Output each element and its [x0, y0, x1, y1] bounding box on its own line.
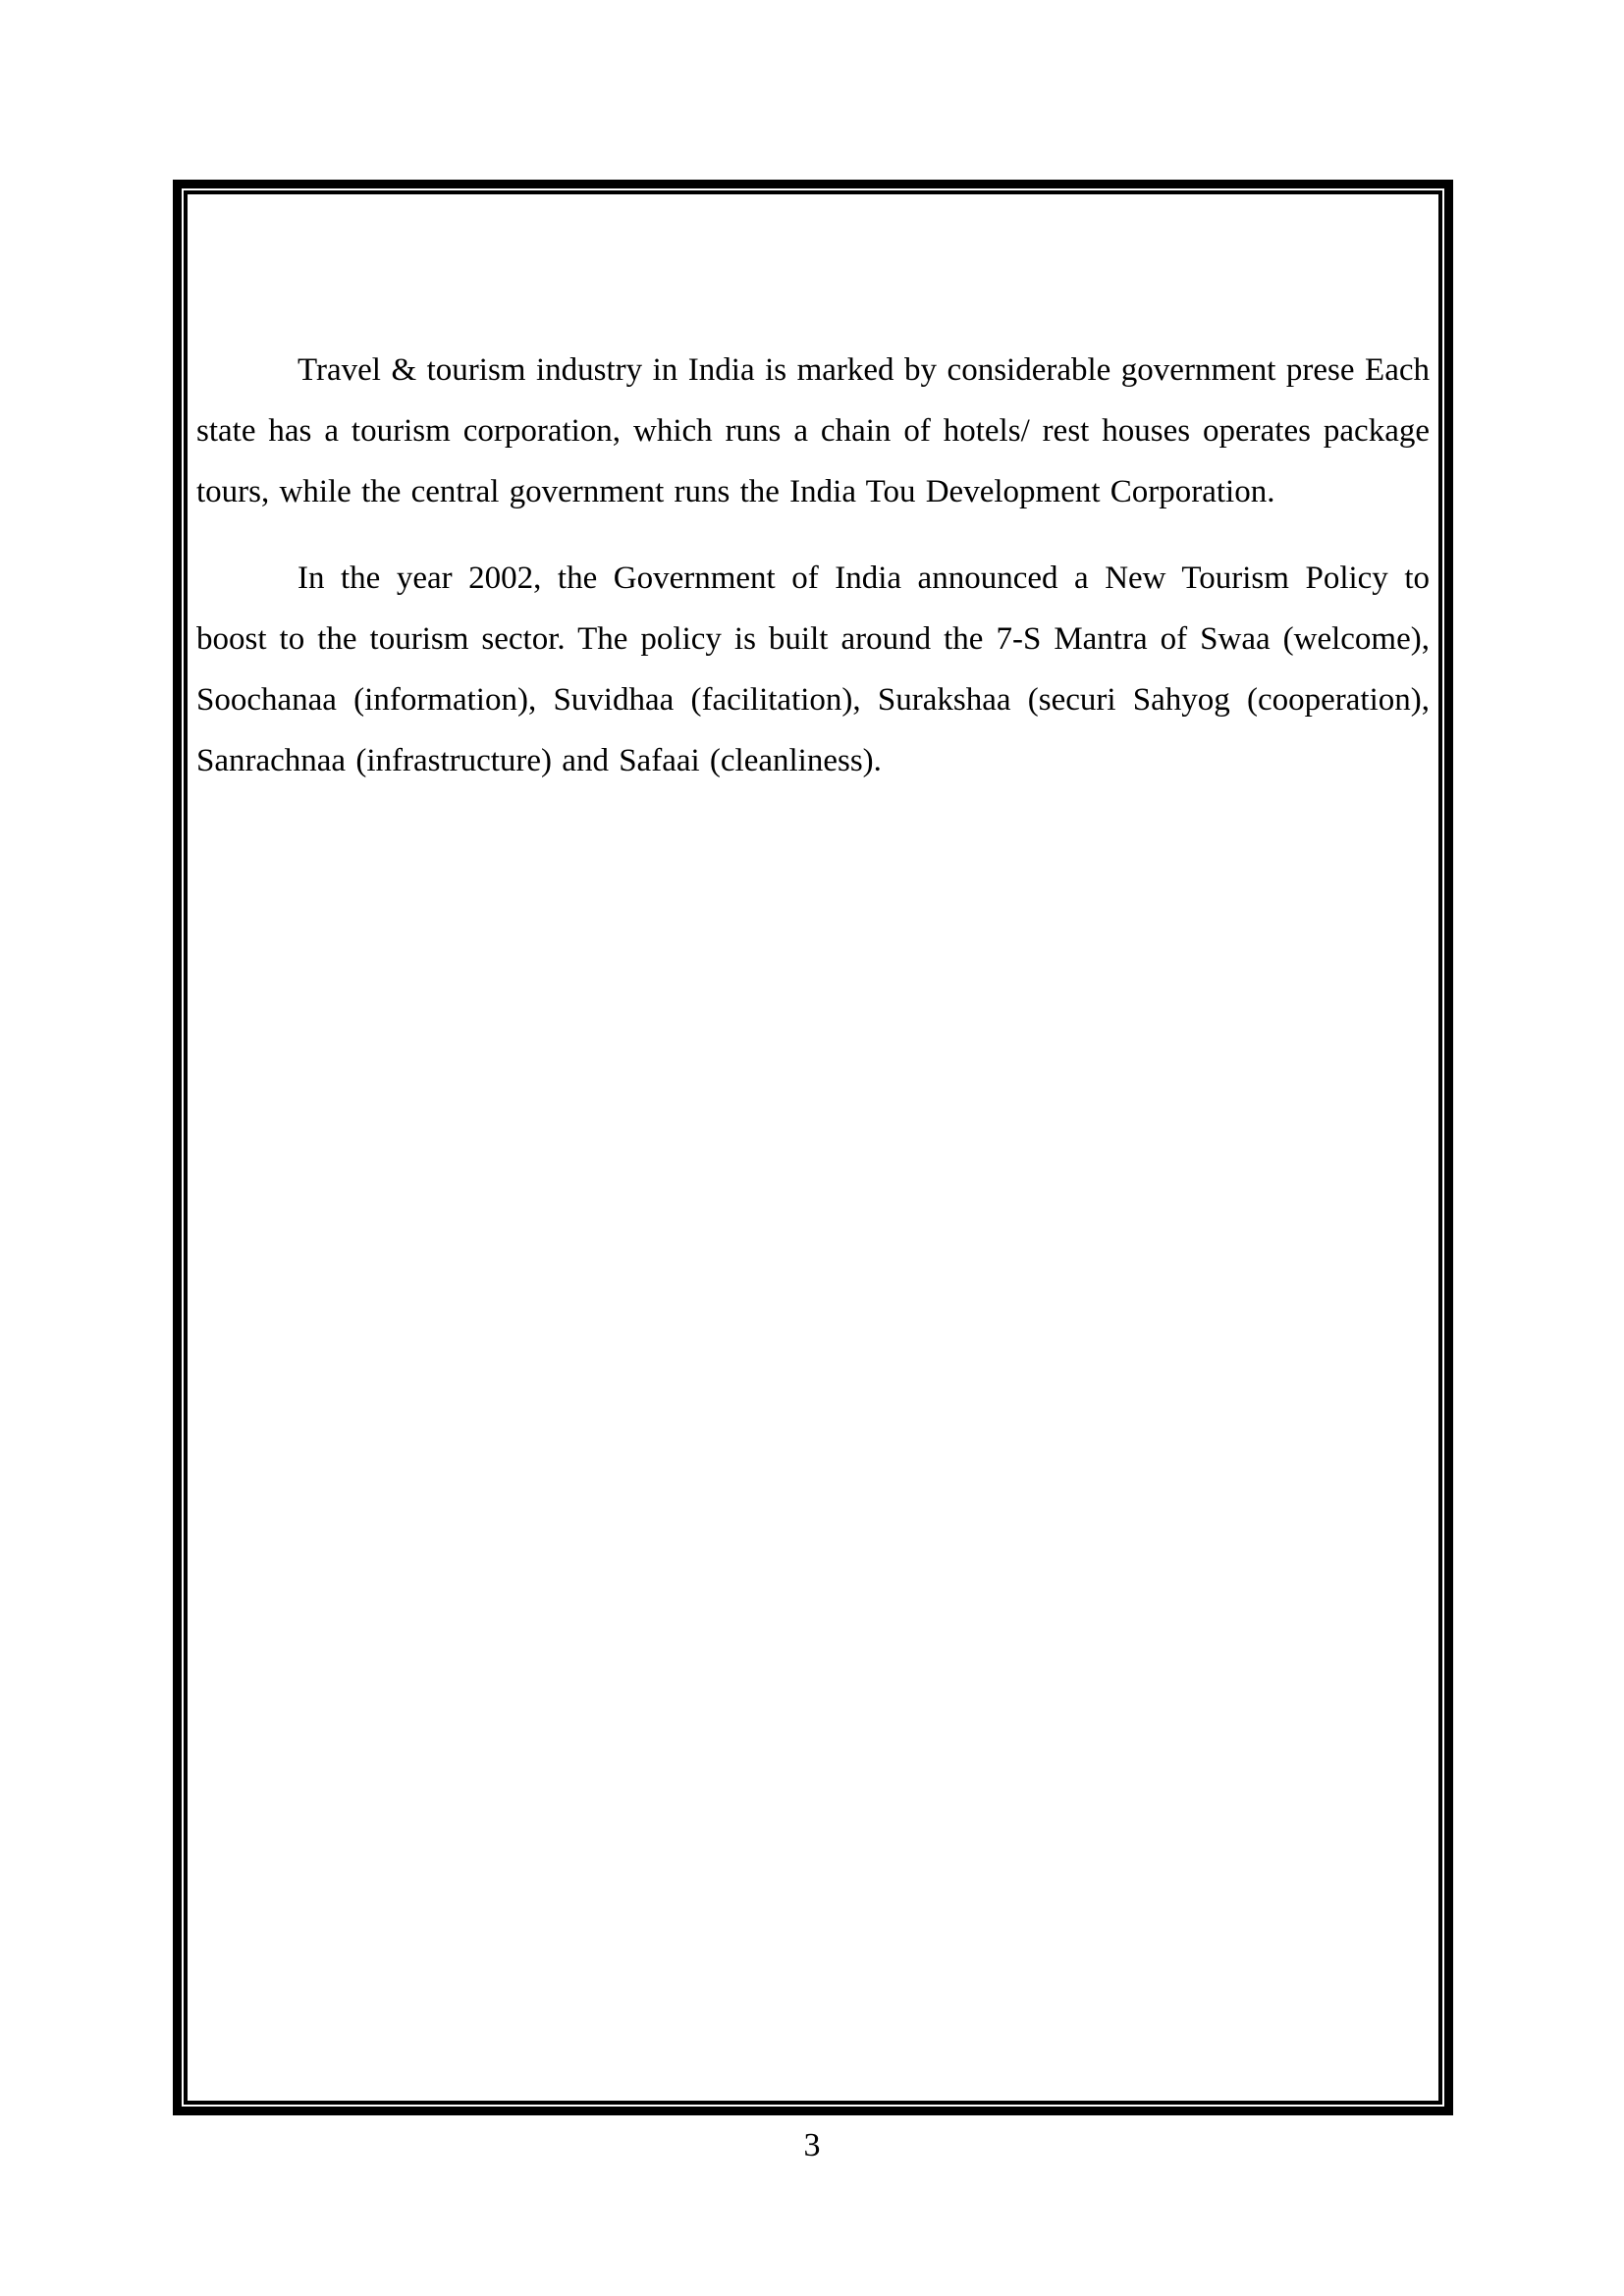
- page-number: 3: [803, 2127, 821, 2163]
- paragraph-tourism-industry: Travel & tourism industry in India is marked by considerable government prese Each state has a tourism corporation, which runs a chain of hotels/ rest houses operates package tours, while the central government runs the India Tou Development Corporation.: [196, 352, 1430, 509]
- paragraph-tourism-policy: In the year 2002, the Government of India announced a New Tourism Policy to boost to the tourism sector. The policy is built around the 7-S Mantra of Swaa (welcome), Soochanaa (information), Suvidhaa (facilitation), Surakshaa (securi Sahyog (cooperation), Sanrachnaa (infrastructure) and Safaai (cleanliness).: [196, 561, 1430, 778]
- page-border-frame: [173, 180, 1453, 2115]
- page-border-frame-inner: [184, 190, 1442, 2105]
